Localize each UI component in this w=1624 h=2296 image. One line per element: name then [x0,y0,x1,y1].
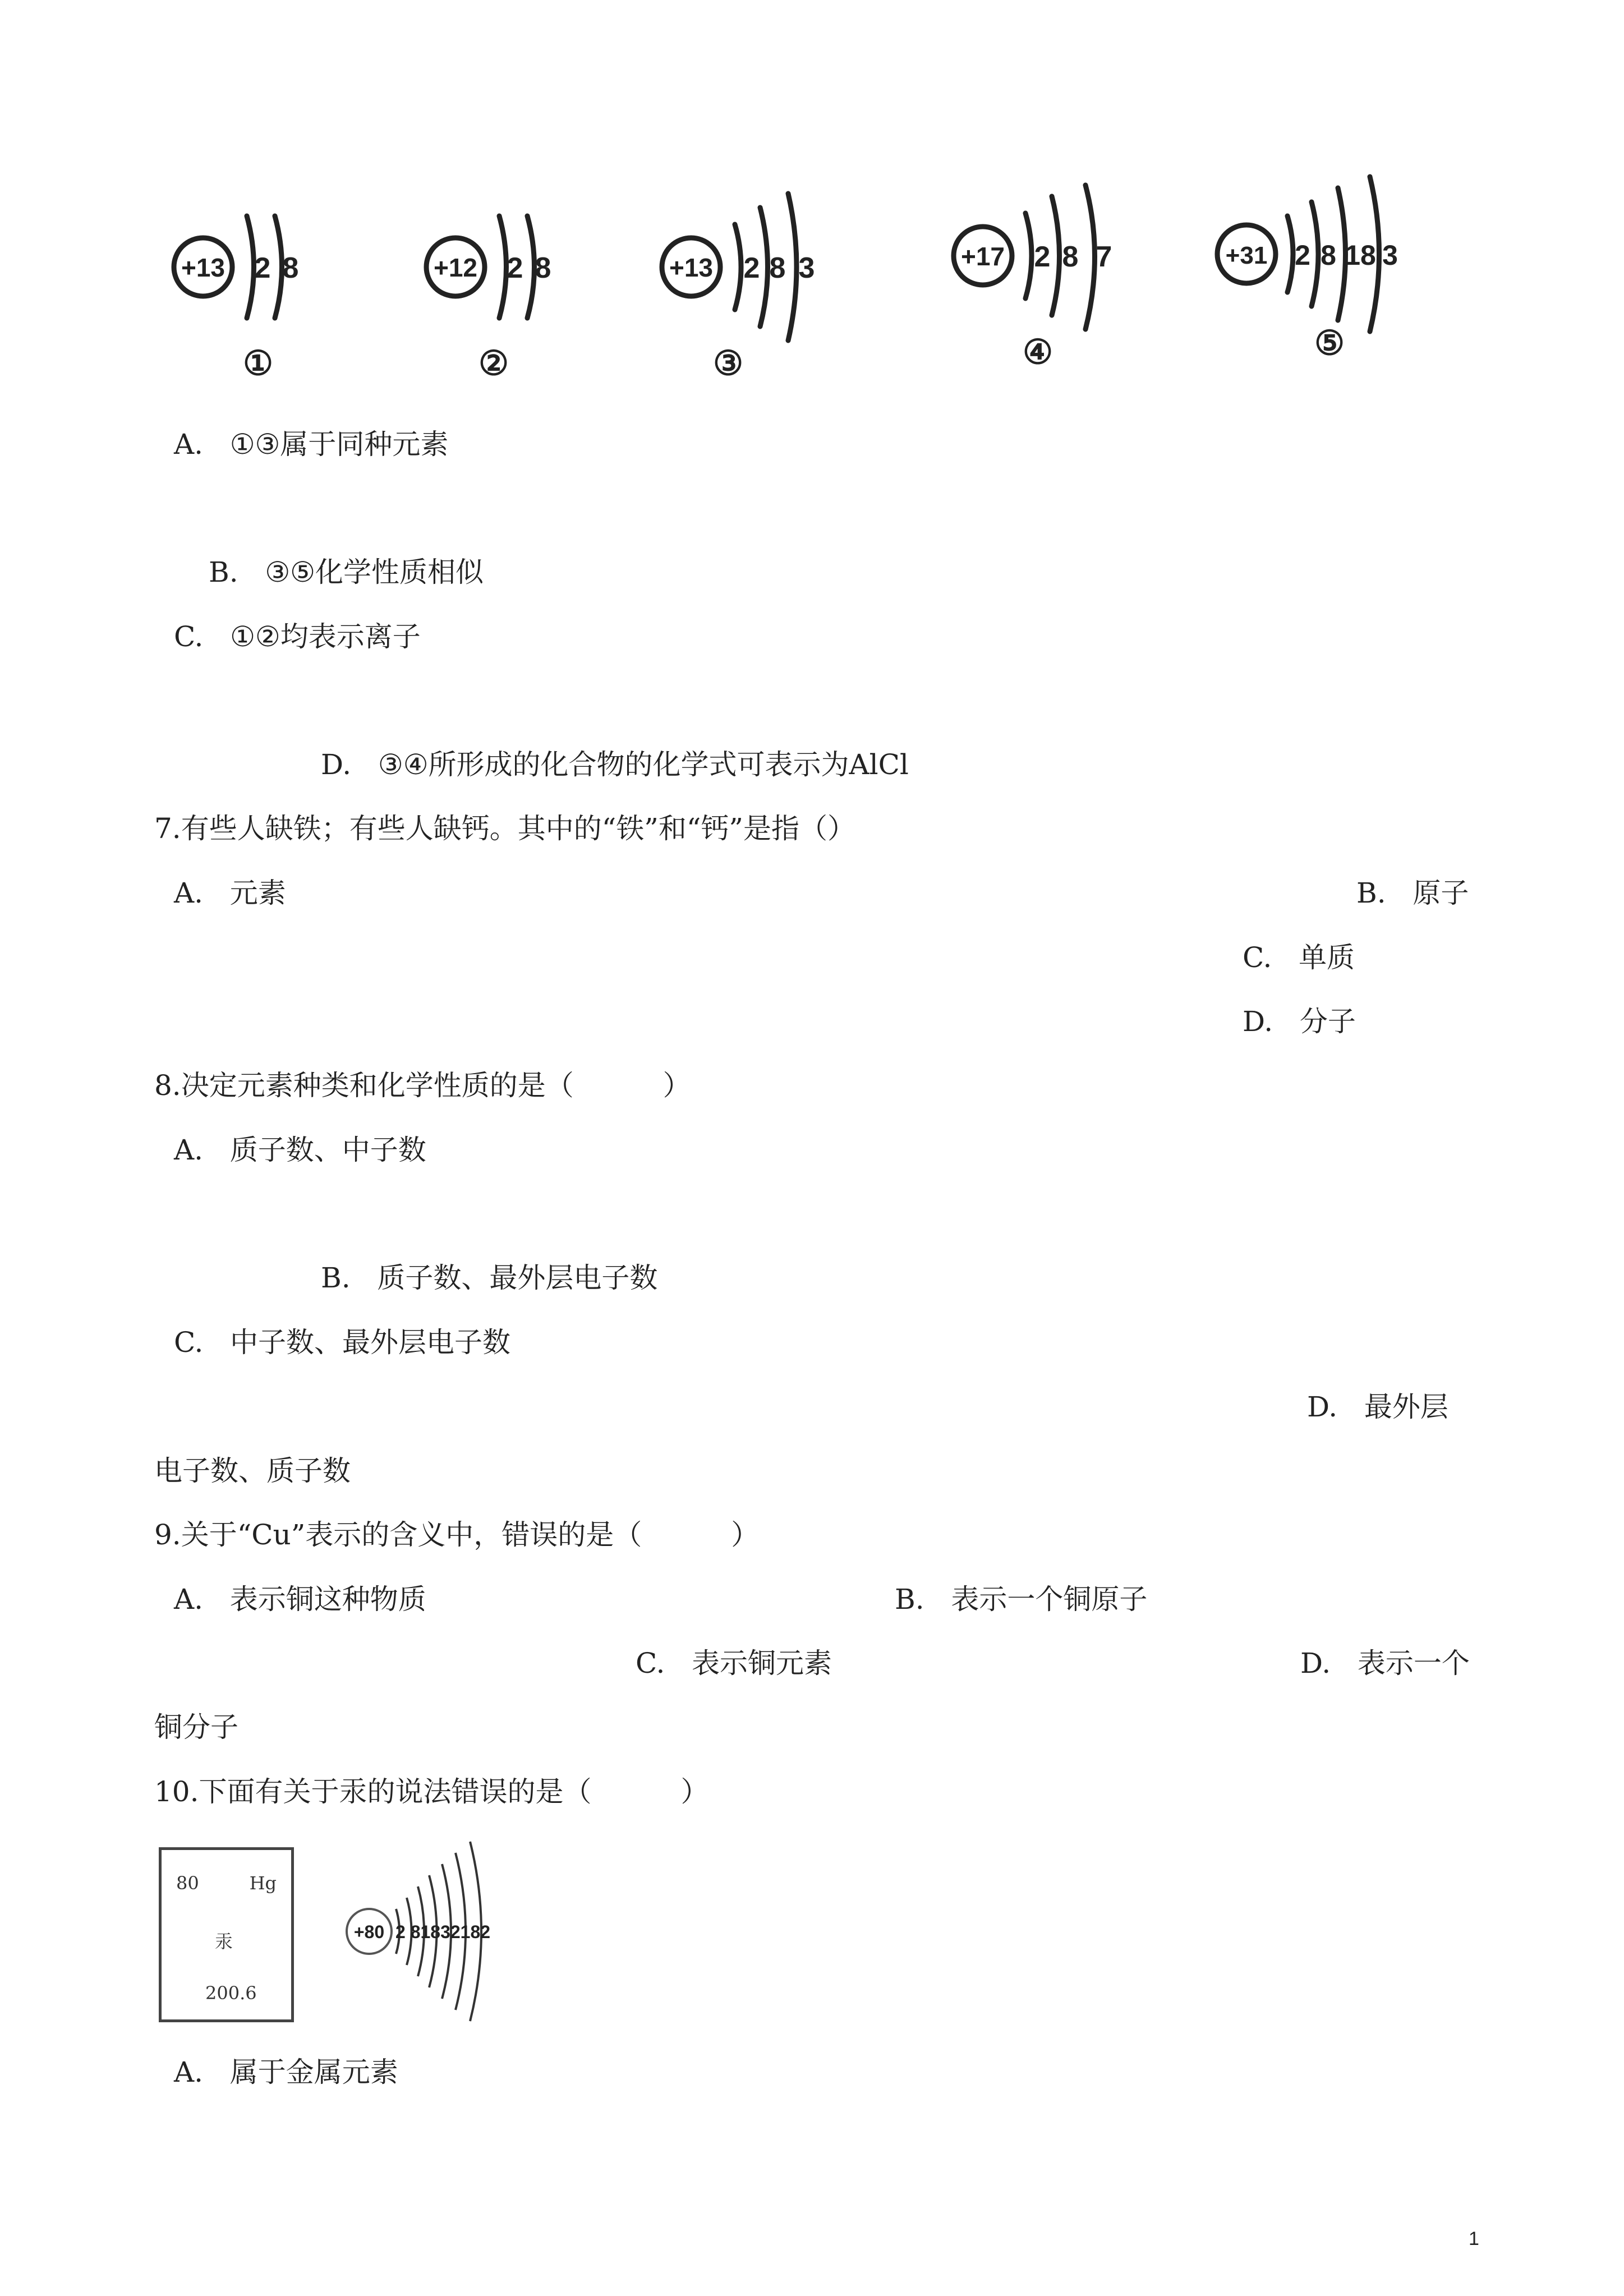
option-text: 元素 [229,877,286,909]
option-text: 原子 [1413,877,1469,909]
q7-stem: 7.有些人缺铁；有些人缺钙。其中的“铁”和“钙”是指（） [154,812,855,845]
atomic-mass: 200.6 [205,1982,257,2004]
option-text: 表示铜元素 [692,1647,832,1680]
shell-electrons: 8 [1062,241,1079,273]
element-symbol: Hg [249,1872,277,1894]
nucleus-charge: +13 [669,253,714,282]
option-letter: C. [174,1326,204,1359]
diagram-label: ① [243,344,273,382]
option-text: 表示一个铜原子 [951,1583,1148,1616]
nucleus-charge: +80 [353,1922,385,1942]
shell-electrons: 2 81832182 [395,1922,491,1942]
option-text: 表示铜这种物质 [229,1583,426,1616]
shell-electrons: 2 [1034,241,1051,273]
q8-option-c [174,1326,510,1359]
shell-electrons: 7 [1096,241,1112,273]
option-letter: A. [174,1583,204,1616]
shell-electrons: 8 [282,252,299,284]
shell-electrons: 8 [769,252,786,284]
option-letter: C. [1243,941,1272,974]
option-text: 中子数、最外层电子数 [230,1326,511,1359]
shell-electrons: 2 [254,252,271,284]
q10-option-a [174,2055,398,2089]
nucleus-charge: +12 [433,253,478,282]
option-letter: D. [321,748,352,781]
shell-electrons: 8 [1321,240,1336,271]
diagram-label: ③ [713,344,743,382]
option-letter: A. [174,428,204,461]
q7-option-c [1243,941,1355,974]
shell-electrons: 2 [507,252,523,284]
atom-diagram-2 [415,213,595,393]
atom-diagram-5 [1206,174,1442,381]
q9-option-b [895,1582,1147,1616]
atom-diagram-4 [942,185,1156,387]
option-letter: B. [321,1262,351,1294]
option-letter: A. [174,2056,204,2088]
q7-option-d [1243,1005,1356,1038]
option-text: 表示一个 [1357,1647,1470,1680]
q6-option-d [321,748,909,781]
option-text: ③⑤化学性质相似 [265,556,484,588]
shell-electrons: 18 [1345,240,1376,271]
option-letter: C. [174,620,204,653]
q8-option-d-continuation: 电子数、质子数 [154,1455,351,1487]
option-text: 属于金属元素 [229,2056,398,2088]
option-letter: D. [1307,1391,1338,1423]
option-text: 质子数、最外层电子数 [377,1262,658,1294]
q8-option-d [1307,1390,1448,1424]
q9-option-a [174,1582,426,1616]
shell-electrons: 3 [1382,240,1398,271]
diagram-label: ④ [1023,333,1053,371]
nucleus-charge: +31 [1225,242,1268,269]
q8-option-a [174,1133,426,1167]
q7-option-a [174,876,286,910]
q6-option-b [209,555,484,589]
shell-electrons: 8 [535,252,551,284]
q6-option-a [174,427,448,461]
option-letter: B. [209,556,238,588]
option-letter: D. [1243,1005,1273,1038]
q8-stem: 8.决定元素种类和化学性质的是（ ） [154,1069,691,1102]
option-letter: B. [1356,877,1386,909]
q6-option-c [174,620,421,654]
option-text: ①②均表示离子 [230,620,421,653]
shell-electrons: 2 [743,252,760,284]
nucleus-charge: +13 [181,253,226,282]
diagram-label: ② [479,344,509,382]
q10-stem: 10.下面有关于汞的说法错误的是（ ） [154,1775,709,1808]
option-letter: C. [636,1647,665,1680]
q9-option-c [636,1646,832,1680]
q9-stem: 9.关于“Cu”表示的含义中，错误的是（ ） [154,1519,760,1551]
nucleus-charge: +17 [960,242,1005,271]
q9-option-d [1300,1646,1470,1680]
option-letter: B. [895,1583,924,1616]
option-text: 分子 [1299,1005,1356,1038]
page-number: 1 [1469,2228,1479,2249]
q9-option-d-continuation: 铜分子 [154,1711,238,1743]
q7-option-b [1356,876,1469,910]
shell-electrons: 3 [798,252,815,284]
option-text: ①③属于同种元素 [229,428,449,461]
shell-electrons: 2 [1295,240,1310,271]
atomic-number: 80 [176,1872,199,1894]
option-text: ③④所形成的化合物的化学式可表示为AlCl [378,748,909,781]
element-name: 汞 [215,1931,233,1952]
option-letter: D. [1300,1647,1331,1680]
option-text: 质子数、中子数 [229,1134,426,1166]
option-letter: A. [174,877,204,909]
q8-option-b [321,1261,657,1295]
mercury-atom-diagram [342,1833,527,2030]
diagram-label: ⑤ [1314,324,1345,362]
option-text: 单质 [1299,941,1355,974]
option-text: 最外层 [1364,1391,1448,1423]
element-card-mercury [159,1847,294,2022]
option-letter: A. [174,1134,204,1166]
atom-diagram-3 [651,191,864,393]
atom-diagram-1 [163,213,342,393]
